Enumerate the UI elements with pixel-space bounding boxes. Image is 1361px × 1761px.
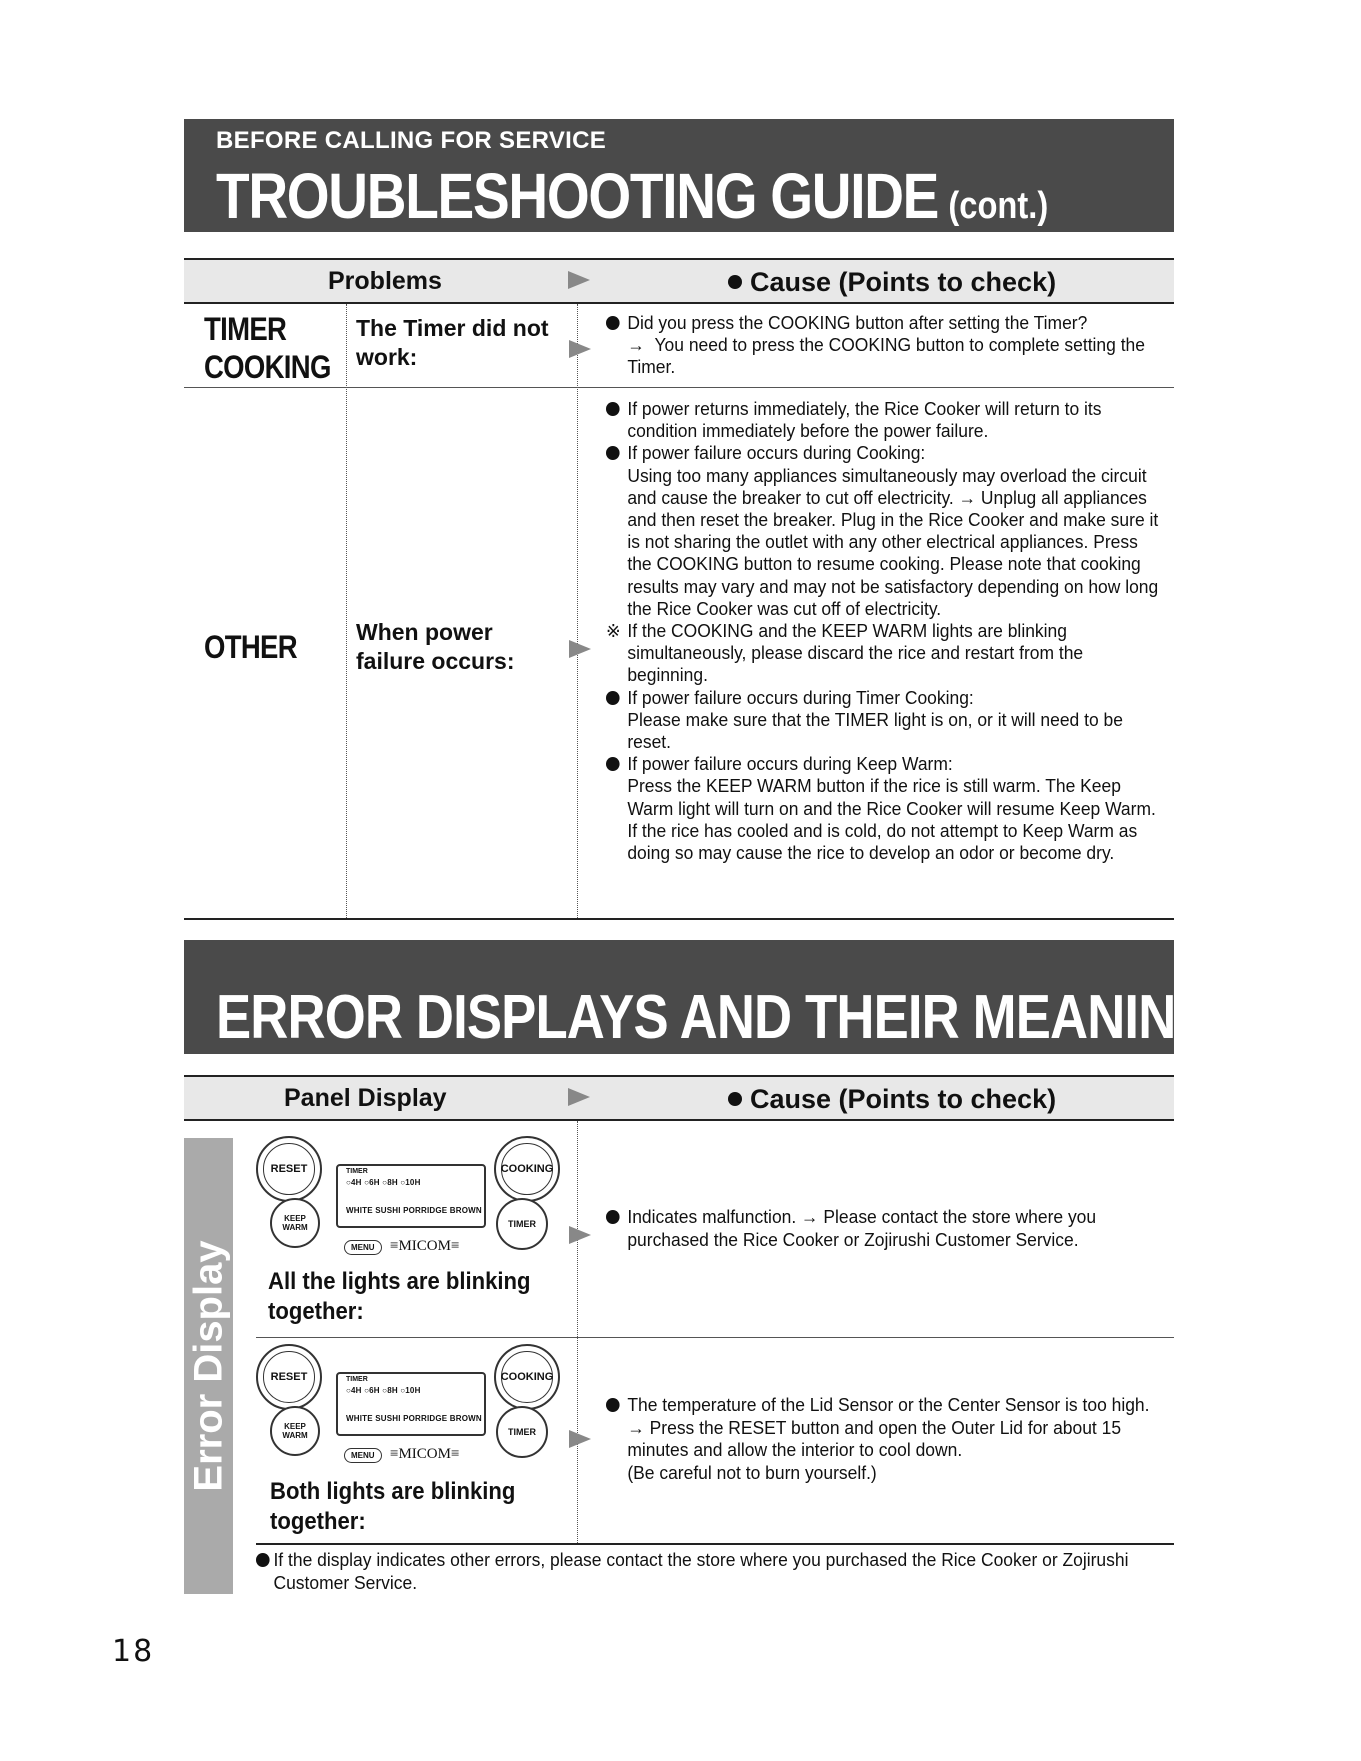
row-category-other: OTHER: [204, 629, 297, 665]
error-caption-1: All the lights are blinking together:: [268, 1268, 531, 1325]
reset-button-icon: RESET: [256, 1344, 322, 1410]
bullet-icon: [606, 398, 620, 421]
header-problems: Problems: [328, 267, 442, 295]
troubleshooting-table-header: [184, 258, 1174, 304]
page-number: 18: [112, 1634, 155, 1669]
footnote: If the display indicates other errors, please contact the store where you purchased the Rice Cooker or Zojirushi Customer Service.: [256, 1549, 1148, 1594]
row-problem-power-failure: [356, 618, 515, 676]
error-cause-2: [606, 1394, 1159, 1484]
row-divider: [256, 1337, 1174, 1338]
error-caption-2: Both lights are blinking together:: [270, 1478, 516, 1535]
category-line-2: COOKING: [204, 349, 331, 385]
row-divider: [184, 387, 1174, 388]
timer-button-icon: TIMER: [496, 1198, 548, 1250]
bullet-icon: [728, 275, 742, 289]
arrow-right-icon: →: [627, 335, 645, 356]
cause-item: If power failure occurs during Cooking: Using too many appliances simultaneously may overload the circuit and cause the breaker to cut off electricity. → Unplug all appliances and then reset the breaker. Plug in the Rice Cooker and make sure it is not sharing the outlet with any other electrical appliances. Press the COOKING button to resume cooking. Please note that cooking results may vary and may not be satisfactory depending on how long the Rice Cooker was cut off of electricity.: [606, 442, 1159, 620]
cause-item: Did you press the COOKING button after setting the Timer?: [606, 312, 1159, 334]
cause-item: Indicates malfunction. → Please contact the store where you purchased the Rice Cooker or Zojirushi Customer Service.: [606, 1206, 1159, 1251]
row-causes-timer: [606, 312, 1159, 379]
row-arrow-icon: [569, 640, 591, 658]
row-arrow-icon: [569, 340, 591, 358]
row-causes-power-failure: [606, 398, 1159, 864]
header-cause: Cause (Points to check): [728, 267, 1056, 298]
column-divider-left: [346, 304, 347, 918]
cause-item: If power returns immediately, the Rice Cooker will return to its condition immediately before the power failure.: [606, 398, 1159, 442]
header-cause: Cause (Points to check): [728, 1084, 1056, 1115]
error-display-side-label: Error Display: [184, 1138, 233, 1594]
bullet-icon: [606, 687, 620, 710]
bullet-icon: [606, 442, 620, 465]
row-arrow-icon: [569, 1226, 591, 1244]
bullet-icon: [606, 753, 620, 776]
control-panel-illustration-1: [256, 1136, 556, 1286]
cause-item: ※ If the COOKING and the KEEP WARM lights are blinking simultaneously, please discard the rice and restart from the beginning.: [606, 621, 1084, 686]
column-divider: [577, 1121, 578, 1543]
banner-title-suffix: (cont.): [948, 185, 1049, 227]
problem-line-1: The Timer did not: [356, 315, 549, 341]
bullet-icon: [256, 1549, 270, 1573]
menu-button-icon: MENU: [344, 1448, 382, 1463]
header-arrow-icon: [568, 1088, 590, 1106]
bullet-icon: [606, 1394, 620, 1418]
banner-title-text: TROUBLESHOOTING GUIDE: [216, 160, 939, 232]
row-arrow-icon: [569, 1430, 591, 1448]
cause-item: If power failure occurs during Keep Warm: Press the KEEP WARM button if the rice is still warm. The Keep Warm light will turn on and the Rice Cooker will resume Keep Warm. If the rice has cooled and is cold, do not attempt to Keep Warm as doing so may cause the rice to develop an odor or become dry.: [606, 753, 1159, 864]
troubleshooting-banner: [184, 119, 1174, 232]
bullet-icon: [606, 312, 620, 335]
problem-line-1: When power: [356, 619, 493, 645]
header-arrow-icon: [568, 271, 590, 289]
error-table-header: [184, 1075, 1174, 1121]
control-panel-illustration-2: [256, 1344, 556, 1494]
menu-button-icon: MENU: [344, 1240, 382, 1255]
micom-logo: ≡MICOM≡: [390, 1446, 460, 1462]
column-divider-right: [577, 304, 578, 918]
problem-line-2: failure occurs:: [356, 648, 515, 674]
micom-logo: ≡MICOM≡: [390, 1238, 460, 1254]
cause-item: The temperature of the Lid Sensor or the Center Sensor is too high. → Press the RESET button and open the Outer Lid for about 15 minutes and allow the interior to cool down. (Be careful not to burn yourself.): [606, 1394, 1159, 1484]
error-cause-1: [606, 1206, 1159, 1251]
header-panel-display: Panel Display: [284, 1084, 447, 1112]
row-category-timer-cooking: [204, 310, 331, 386]
timer-button-icon: TIMER: [496, 1406, 548, 1458]
table-bottom-rule: [184, 918, 1174, 920]
cause-item: If power failure occurs during Timer Cooking: Please make sure that the TIMER light is on, or it will need to be reset.: [606, 687, 1159, 754]
keep-warm-button-icon: KEEP WARM: [270, 1406, 320, 1456]
bullet-icon: [606, 1206, 620, 1230]
error-displays-banner: [184, 940, 1250, 1054]
row-problem-timer: [356, 314, 549, 372]
cooking-button-icon: COOKING: [494, 1136, 560, 1202]
banner-pre-title: BEFORE CALLING FOR SERVICE: [216, 127, 607, 154]
banner-title: [216, 159, 1048, 233]
category-line-1: TIMER: [204, 311, 287, 347]
keep-warm-button-icon: KEEP WARM: [270, 1198, 320, 1248]
display-window: TIMER ○4H ○6H ○8H ○10H WHITE SUSHI PORRIDGE BROWN: [336, 1372, 486, 1436]
reset-button-icon: RESET: [256, 1136, 322, 1202]
table-bottom-rule: [256, 1543, 1174, 1545]
cooking-button-icon: COOKING: [494, 1344, 560, 1410]
bullet-icon: [728, 1092, 742, 1106]
banner-title: ERROR DISPLAYS AND THEIR MEANINGS: [216, 983, 1250, 1052]
reference-mark-icon: ※: [606, 621, 621, 642]
problem-line-2: work:: [356, 344, 418, 370]
display-window: TIMER ○4H ○6H ○8H ○10H WHITE SUSHI PORRIDGE BROWN: [336, 1164, 486, 1228]
cause-item: → You need to press the COOKING button to complete setting the Timer.: [627, 335, 1145, 378]
